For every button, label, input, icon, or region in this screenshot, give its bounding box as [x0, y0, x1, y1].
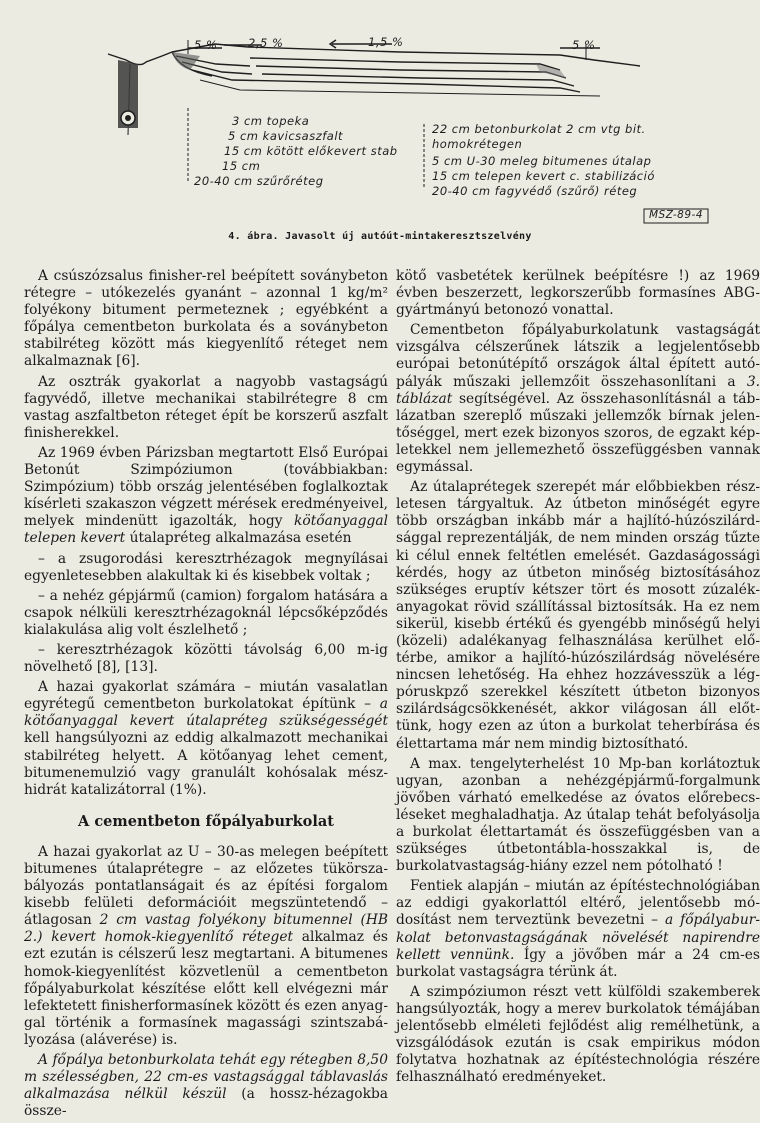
- emphasis: 3. táblázat: [396, 373, 760, 407]
- standard-stamp: MSZ-89-4: [649, 209, 704, 221]
- emphasis: a kötőanyaggal kevert útalapréteg szükségességét: [24, 696, 388, 730]
- emphasis: a főpályaburkolat betonvastagságának növelését napirendre kellett vennünk.: [396, 912, 760, 963]
- paragraph: kötő vasbetétek kerülnek beépítésre !) az 1969 évben beszerzett, legkorszerűbb formasínes ABG-gyártmányú betonozó vonattal.: [396, 268, 760, 319]
- text-column-right: [396, 268, 760, 1089]
- paragraph: A max. tengelyterhelést 10 Mp-ban korlátoztuk ugyan, azonban a nehézgépjármű-forgalmunk jövőben várható emelkedése az óvatos előrebecsléseket meghaladhatja. Az útalap tehát befolyásolja a burkolat élettartamát és összefüggésben van a szükséges útbetontábla-hosszakkal is, de burkolatvastagság-hiány ezzel nem pótolható !: [396, 755, 760, 875]
- section-heading: A cementbeton főpályaburkolat: [78, 812, 334, 830]
- right-layer-label: 15 cm telepen kevert c. stabilizáció: [432, 169, 655, 183]
- paragraph: [24, 1052, 388, 1120]
- paragraph: Az osztrák gyakorlat a nagyobb vastagságú fagyvédő, illetve mechanikai stabilrétegre 8 cm vastag aszfaltbeton réteget épít be korszerű aszfalt finisherekkel.: [24, 373, 388, 441]
- paragraph: A csúszózsalus finisher-rel beépített soványbeton rétegre – utókezelés gyanánt – azonnal 1 kg/m² folyékony bitument permeteznek ; egyébként a főpálya cementbeton burkolata és a soványbeton stabilréteg között más kiegyenlítő réteget nem alkalmaznak [6].: [24, 268, 388, 370]
- text-run: Így a jövőben már a 24 cm-es burkolat vastagságra térünk át.: [396, 946, 760, 980]
- text-run: útalapréteg alkalmazása esetén: [125, 530, 352, 547]
- text-column-left: [24, 268, 388, 1123]
- right-layer-label: 20-40 cm fagyvédő (szűrő) réteg: [432, 184, 638, 198]
- paragraph: A szimpóziumon részt vett külföldi szakemberek hangsúlyozták, hogy a merev burkolatok témájában jelentősebb elméleti fejlődést alig remélhetünk, a vizsgálódások ezután is csak empirikus módon folytatva hozhatnak az építéstechnológia részére felhasználható eredményeket.: [396, 983, 760, 1086]
- dash-item: – keresztrhézagok közötti távolság 6,00 m-ig növelhető [8], [13].: [24, 641, 388, 676]
- text-run: Az 1969 évben Párizsban megtartott Első Európai Betonút Szimpóziumon (továbbiakban: Szimpózium) több ország jelentésében foglalkoztak kísérleti szakaszon végzett mérések eredményeivel, melyek mindenütt igazolták, hogy: [24, 444, 388, 530]
- slope-label-lane-main: 1,5 %: [368, 35, 404, 49]
- slope-label-shoulder-right: 5 %: [572, 38, 596, 52]
- text-run: Fentiek alapján – miután az építéstechnológiában az eddigi gyakorlattól eltérő, jelentősebb módosítást nem terveztünk bevezetni –: [396, 878, 760, 929]
- emphasis: 2 cm vastag folyékony bitumennel (HB 2.) kevert homok-kiegyenlítő réteget: [24, 912, 388, 946]
- cross-section-figure: [0, 0, 760, 260]
- paragraph: [396, 322, 760, 476]
- text-run: kell hangsúlyozni az eddig alkalmazott mechanikai stabilréteg helyett. A kötőanyag lehet cement, bitumenemulzió vagy granulált kohósalak mészhidrát katalizátorral (1%).: [24, 730, 388, 798]
- left-layer-label: 5 cm kavicsaszfalt: [228, 129, 344, 143]
- left-layer-label: 15 cm kötött előkevert stab: [224, 144, 398, 158]
- text-run: Cementbeton főpályaburkolatunk vastagságát vizsgálva célszerűnek látszik a legjelentősebb európai betonútépítő országok által épített autópályák műszaki jellemzőit összehasonlítani a: [396, 322, 760, 390]
- dash-item: – a zsugorodási keresztrhézagok megnyílásai egyenletesebben alakultak ki és kisebbek voltak ;: [24, 550, 388, 584]
- paragraph: Az útalaprétegek szerepét már előbbiekben részletesen tárgyaltuk. Az útbeton minőségét egyre több országban inkább már a hajlító-húzószilárdsággal reprezentálják, de nem minden ország tűzte ki célul ennek feltétlen emelését. Gazdaságossági kérdés, hogy az útbeton minőség biztosításához szükséges eruptív kétszer tört és mosott zúzalékanyagokat rövid szállítással biztosítsák. Ha ez nem sikerül, kisebb értékű és gyengébb minőségű helyi (közeli) adalékanyag felhasználása kerülhet előtérbe, amikor a hajlító-húzószilárdság növelésére nincsen lehetőség. Ha ehhez hozzávesszük a légpóruskpző szerekkel készített útbeton bizonyos szilárdságcsökkenését, akkor világosan áll előttünk, hogy ezen az úton a burkolat teherbírása és élettartama már nem mindig biztosítható.: [396, 479, 760, 752]
- text-run: (a hossz-hézagokba össze-: [24, 1086, 389, 1120]
- dash-item: – a nehéz gépjármű (camion) forgalom hatására a csapok nélküli keresztrhézagoknál lépcsőképződés kialakulása alig volt észlelhető ;: [24, 587, 388, 638]
- figure-caption: 4. ábra. Javasolt új autóút-mintakeresztszelvény: [228, 231, 532, 242]
- paragraph: [396, 878, 760, 981]
- text-run: A hazai gyakorlat az U – 30-as melegen beépített bitumenes útalaprétegre – az előzetes tükörszabályozás pontatlanságait és az építési forgalom kisebb felületi deformációit megszüntetendő – átlagosan: [24, 843, 388, 929]
- slope-label-shoulder: 5 %: [194, 38, 218, 52]
- right-layer-label: 22 cm betonburkolat 2 cm vtg bit. homokrétegen: [432, 122, 646, 151]
- left-layer-label: 15 cm: [222, 159, 261, 173]
- paragraph: [24, 844, 388, 1049]
- right-layer-label: 5 cm U-30 meleg bitumenes útalap: [432, 154, 652, 168]
- text-run: alkalmaz és ezt ezután is célszerű lesz megtartani. A bitumenes homok-kiegyenlítést közvetlenül a cementbeton főpályaburkolat készítése előtt kell elvégezni már lefektetett finisherformasínek között és ezen anyaggal történik a formasínek magassági szintszabályozása (aláverése) is.: [24, 929, 388, 1048]
- slope-label-lane-left: 2,5 %: [248, 36, 284, 50]
- emphasis: A főpálya betonburkolata tehát egy rétegben 8,50 m szélességben, 22 cm-es vastagsággal táblavaslás alkalmazása nélkül készül: [24, 1052, 388, 1103]
- text-run: segítségével. Az összehasonlításnál a táblázatban szereplő műszaki jellemzők bírnak jelentőséggel, mert ezek bizonyos szoros, de egzakt képletekkel nem jellemezhető összefüggésben vannak egymással.: [396, 390, 760, 476]
- left-layer-label: 3 cm topeka: [232, 114, 310, 128]
- text-run: A hazai gyakorlat számára – miután vasalatlan egyrétegű cementbeton burkolatokat építünk –: [24, 679, 388, 713]
- left-layer-label: 20-40 cm szűrőréteg: [194, 174, 324, 188]
- paragraph: [24, 445, 388, 548]
- paragraph: [24, 679, 388, 799]
- emphasis: kötőanyaggal telepen kevert: [24, 513, 388, 547]
